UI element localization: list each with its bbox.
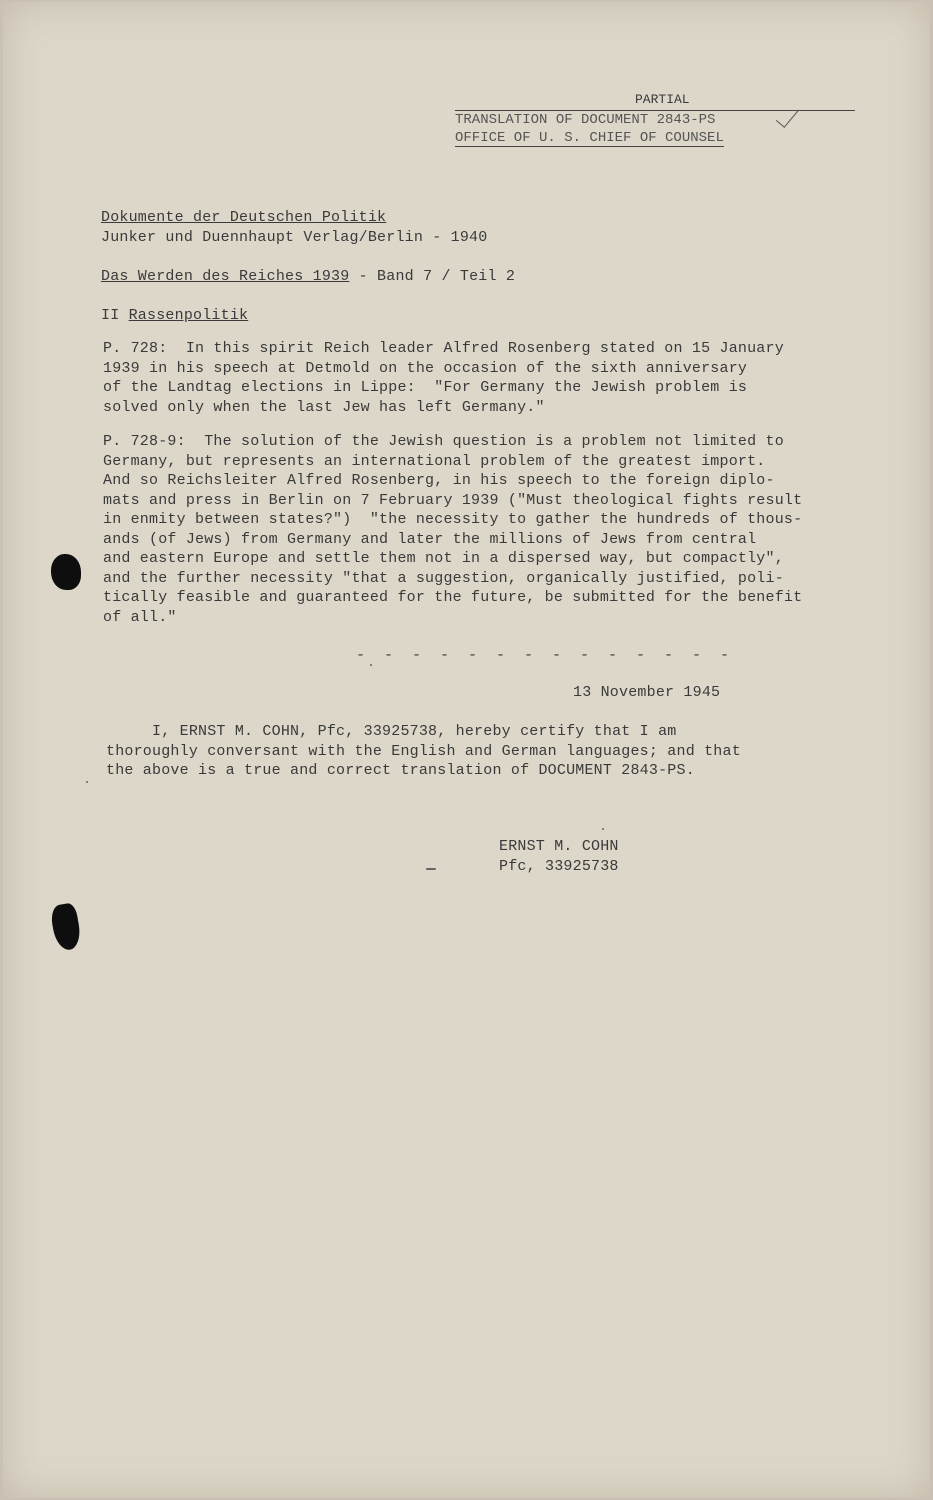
punch-hole-icon [49, 902, 83, 952]
source-citation [101, 208, 515, 325]
ink-speck [602, 828, 604, 830]
separator-line: - - - - - - - - - - - - - - [356, 647, 735, 664]
translation-line: TRANSLATION OF DOCUMENT 2843-PS [455, 112, 716, 128]
text-line: thoroughly conversant with the English and German languages; and that [106, 742, 741, 760]
punch-hole-icon [51, 554, 81, 590]
section-prefix: II [101, 306, 129, 324]
signature-name: ERNST M. COHN [499, 838, 619, 855]
ink-speck [86, 781, 88, 783]
volume-title: Das Werden des Reiches 1939 [101, 267, 350, 285]
signature-block [499, 837, 619, 876]
text-line: the above is a true and correct translation of DOCUMENT 2843-PS. [106, 762, 695, 779]
text-line: 1939 in his speech at Detmold on the occasion of the sixth anniversary [103, 359, 748, 377]
text-line: I, ERNST M. COHN, Pfc, 33925738, hereby certify that I am [106, 723, 677, 740]
document-header [455, 92, 855, 147]
partial-label: PARTIAL [455, 92, 855, 111]
text-line: in enmity between states?") "the necessity to gather the hundreds of thous- [103, 511, 803, 528]
ink-speck [426, 868, 436, 870]
paragraph-p728 [103, 339, 784, 417]
text-line: Germany, but represents an international problem of the greatest import. [103, 452, 766, 470]
text-line: P. 728-9: The solution of the Jewish question is a problem not limited to [103, 433, 784, 450]
text-line: tically feasible and guaranteed for the future, be submitted for the benefit [103, 589, 803, 606]
paragraph-p7289 [103, 432, 802, 627]
section-title: Rassenpolitik [128, 306, 249, 324]
document-page [3, 2, 930, 1498]
text-line: and eastern Europe and settle them not in a dispersed way, but compactly", [103, 550, 784, 567]
certification-date: 13 November 1945 [573, 684, 721, 701]
text-line: and the further necessity "that a suggestion, organically justified, poli- [103, 569, 784, 587]
text-line: mats and press in Berlin on 7 February 1939 ("Must theological fights result [103, 491, 803, 509]
volume-rest: - Band 7 / Teil 2 [349, 267, 516, 285]
text-line: of the Landtag elections in Lippe: "For Germany the Jewish problem is [103, 379, 748, 396]
office-line: OFFICE OF U. S. CHIEF OF COUNSEL [455, 130, 724, 146]
text-line: And so Reichsleiter Alfred Rosenberg, in his speech to the foreign diplo- [103, 472, 775, 489]
text-line: ands (of Jews) from Germany and later the millions of Jews from central [103, 530, 757, 548]
certification-statement [106, 722, 741, 781]
text-line: of all." [103, 608, 177, 626]
ink-speck [370, 664, 372, 666]
text-line: solved only when the last Jew has left Germany." [103, 398, 545, 416]
source-title: Dokumente der Deutschen Politik [101, 209, 387, 226]
signature-rank: Pfc, 33925738 [499, 857, 619, 875]
source-publisher: Junker und Duennhaupt Verlag/Berlin - 1940 [101, 228, 488, 246]
text-line: P. 728: In this spirit Reich leader Alfred Rosenberg stated on 15 January [103, 340, 784, 357]
